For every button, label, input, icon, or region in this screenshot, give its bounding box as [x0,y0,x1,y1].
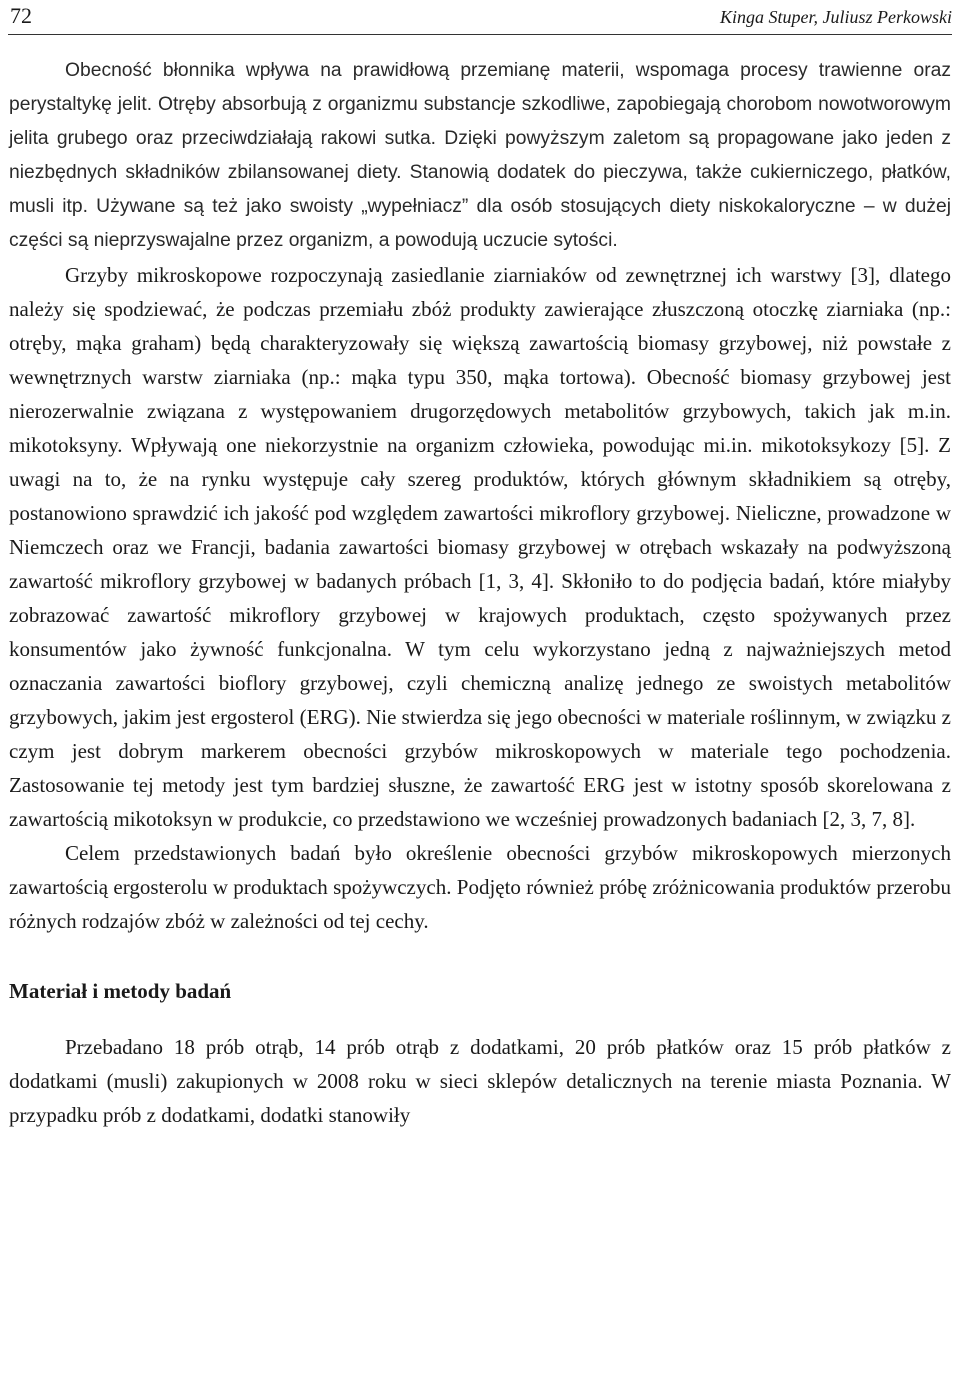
section-heading-methods: Materiał i metody badań [9,979,232,1003]
page-number: 72 [10,3,32,28]
paragraph-fungi-background: Grzyby mikroskopowe rozpoczynają zasiedlanie ziarniaków od zewnętrznej ich warstwy [3], dlatego należy się spodziewać, że podczas przemiału zbóż produkty zawierające złuszczoną otoczkę ziarniaka (np.: otręby, mąka graham) będą charakteryzowały się większą zawartością biomasy grzybowej, niż powstałe z wewnętrznych warstw ziarniaka (np.: mąka typu 350, mąka tortowa). Obecność biomasy grzybowej jest nierozerwalnie związana z występowaniem drugorzędowych metabolitów grzybowych, takich jak m.in. mikotoksyny. Wpływają one niekorzystnie na organizm człowieka, powodując mi.in. mikotoksykozy [5]. Z uwagi na to, że na rynku występuje cały szereg produktów, których głównym składnikiem są otręby, postanowiono sprawdzić ich jakość pod względem zawartości mikroflory grzybowej. Nieliczne, prowadzone w Niemczech oraz we Francji, badania zawartości biomasy grzybowej w otrębach wskazały na podwyższoną zawartość mikroflory grzybowej w badanych próbach [1, 3, 4]. Skłoniło to do podjęcia badań, które miałyby zobrazować zawartość mikroflory grzybowej w krajowych produktach, często spożywanych przez konsumentów jako żywność funkcjonalna. W tym celu wykorzystano jedną z najważniejszych metod oznaczania zawartości bioflory grzybowej, czyli chemiczną analizę jednego ze swoistych metabolitów grzybowych, jakim jest ergosterol (ERG). Nie stwierdza się jego obecności w materiale roślinnym, w związku z czym jest dobrym markerem obecności grzybów mikroskopowych w materiale tego pochodzenia. Zastosowanie tej metody jest tym bardziej słuszne, że zawartość ERG jest w istotny sposób skorelowana z zawartością mikotoksyn w produkcie, co przedstawiono we wcześniej prowadzonych badaniach [2, 3, 7, 8]. [9,263,951,831]
paragraph-study-aim: Celem przedstawionych badań było określenie obecności grzybów mikroskopowych mierzonych zawartością ergosterolu w produktach spożywczych. Podjęto również próbę zróżnicowania produktów przerobu różnych rodzajów zbóż w zależności od tej cechy. [9,841,951,933]
paragraph-methods: Przebadano 18 prób otrąb, 14 prób otrąb z dodatkami, 20 prób płatków oraz 15 prób płatków z dodatkami (musli) zakupionych w 2008 roku w sieci sklepów detalicznych na terenie miasta Poznania. W przypadku prób z dodatkami, dodatki stanowiły [9,1035,951,1127]
paragraph-fiber-benefits: Obecność błonnika wpływa na prawidłową przemianę materii, wspomaga procesy trawienne oraz perystaltykę jelit. Otręby absorbują z organizmu substancje szkodliwe, zapobiegają chorobom nowotworowym jelita grubego oraz przeciwdziałają rakowi sutka. Dzięki powyższym zaletom są propagowane jako jeden z niezbędnych składników zbilansowanej diety. Stanowią dodatek do pieczywa, także cukierniczego, płatków, musli itp. Używane są też jako swoisty „wypełniacz” dla osób stosujących diety niskokaloryczne – w dużej części są nieprzyswajalne przez organizm, a powodują uczucie sytości. [9,60,951,251]
article-body [9,54,951,1132]
running-head-authors: Kinga Stuper, Juliusz Perkowski [720,7,952,27]
running-header [8,0,952,35]
